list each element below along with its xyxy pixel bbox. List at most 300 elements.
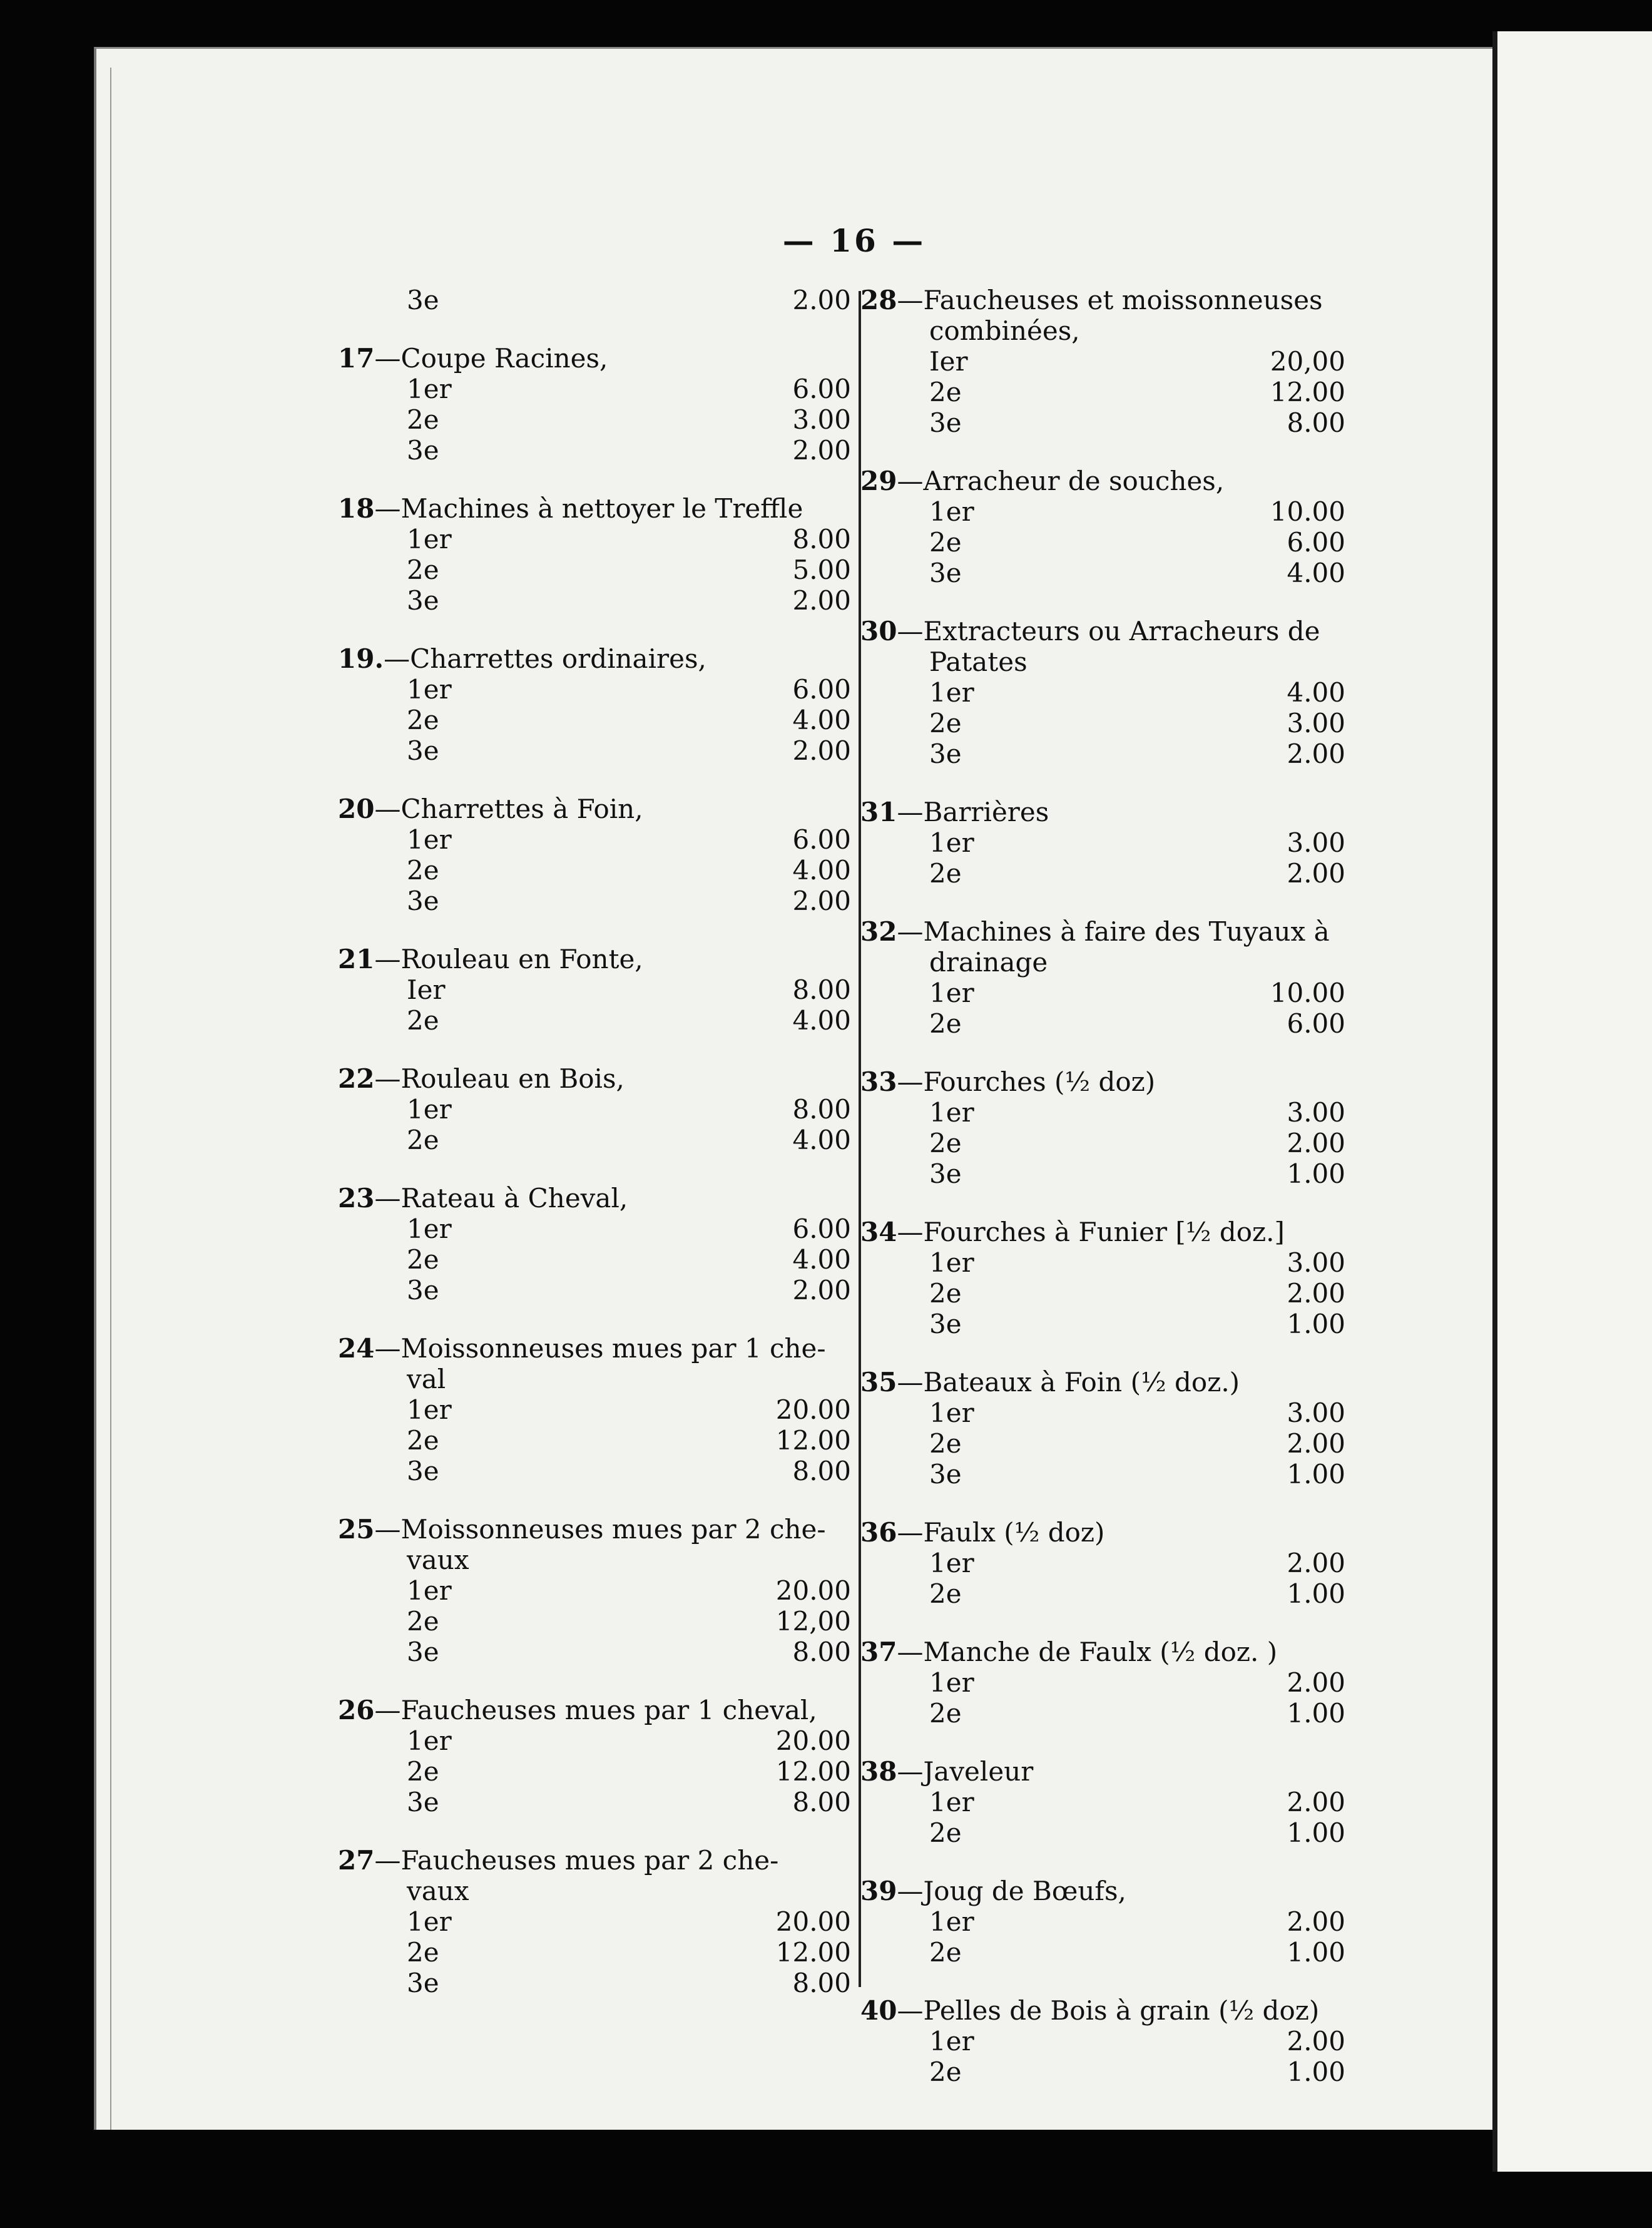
prize-row <box>860 738 1345 769</box>
prize-rank: 2e <box>407 1244 439 1275</box>
prize-rank: 3e <box>407 1637 439 1667</box>
entry-title: Joug de Bœufs, <box>923 1876 1126 1906</box>
prize-rank: 2e <box>407 404 439 435</box>
prize-amount: 2.00 <box>1287 1787 1345 1817</box>
prize-row <box>860 1698 1345 1729</box>
page-number: — 16 — <box>782 222 926 259</box>
entry-dash: — <box>897 1066 924 1097</box>
entry-title-row <box>338 1695 851 1725</box>
prize-rank: 2e <box>929 377 962 407</box>
prize-amount: 4.00 <box>792 705 851 735</box>
prize-rank: 2e <box>407 1005 439 1036</box>
prize-amount: 8.00 <box>792 1637 851 1667</box>
prize-amount: 8.00 <box>792 1968 851 1998</box>
prize-row <box>338 674 851 705</box>
prize-rank: 1er <box>407 1214 452 1244</box>
prize-rank: 3e <box>407 585 439 616</box>
entry-title-row <box>338 343 851 374</box>
prize-entry <box>338 1514 851 1667</box>
entry-dash: — <box>897 1367 924 1398</box>
prize-amount: 2.00 <box>792 285 851 315</box>
prize-rank: 1er <box>929 1398 974 1428</box>
right-entry-list <box>857 285 1345 2087</box>
prize-row <box>338 404 851 435</box>
prize-rank: 1er <box>407 374 452 404</box>
entry-number: 23 <box>338 1183 375 1214</box>
prize-rank: 2e <box>929 708 962 738</box>
prize-row <box>860 1817 1345 1848</box>
prize-rank: 3e <box>929 1309 962 1339</box>
prize-entry <box>857 1756 1345 1848</box>
entry-dash: — <box>374 1514 401 1545</box>
entry-title-row <box>860 1995 1345 2026</box>
prize-rank: 1er <box>407 1094 452 1125</box>
prize-rank: 1er <box>929 496 974 527</box>
prize-amount: 1.00 <box>1287 1817 1345 1848</box>
entry-dash: — <box>374 1063 401 1094</box>
prize-amount: 8.00 <box>792 1094 851 1125</box>
prize-rank: 3e <box>407 735 439 766</box>
prize-row <box>338 1005 851 1036</box>
prize-row <box>860 377 1345 407</box>
prize-amount: 12.00 <box>775 1425 851 1456</box>
prize-entry <box>857 616 1345 769</box>
entry-title: Fourches à Funier [½ doz.] <box>923 1217 1285 1247</box>
carried-over-prize <box>338 285 851 315</box>
prize-amount: 12.00 <box>1270 377 1345 407</box>
prize-row <box>860 1158 1345 1189</box>
prize-rank: 3e <box>407 1968 439 1998</box>
entry-title-continuation: drainage <box>929 947 1048 978</box>
prize-rank: 1er <box>407 1394 452 1425</box>
entry-dash: — <box>374 1695 401 1725</box>
prize-amount: 3.00 <box>1287 827 1345 858</box>
entry-dash: — <box>897 1217 924 1247</box>
entry-title-row <box>860 1756 1345 1787</box>
left-entry-list <box>338 343 851 1998</box>
entry-title: Moissonneuses mues par 1 che- <box>400 1333 826 1364</box>
prize-rank: 2e <box>407 855 439 886</box>
prize-rank: 1er <box>929 978 974 1008</box>
prize-row <box>338 705 851 735</box>
prize-rank: 1er <box>407 1575 452 1606</box>
prize-rank: 3e <box>929 558 962 588</box>
prize-rank: 2e <box>929 1937 962 1968</box>
prize-row <box>338 886 851 916</box>
prize-rank: 2e <box>407 554 439 585</box>
prize-row <box>338 1906 851 1937</box>
prize-amount: 2.00 <box>792 585 851 616</box>
prize-entry <box>338 944 851 1036</box>
entry-title: Rateau à Cheval, <box>400 1183 628 1214</box>
prize-entry <box>338 1183 851 1306</box>
prize-row <box>860 858 1345 889</box>
prize-amount: 4.00 <box>792 1244 851 1275</box>
entry-number: 28 <box>860 285 897 315</box>
entry-dash: — <box>897 466 924 496</box>
prize-entry <box>857 1517 1345 1609</box>
prize-rank: 3e <box>929 738 962 769</box>
entry-title-continuation: vaux <box>407 1545 469 1575</box>
entry-title-row <box>860 1217 1345 1247</box>
entry-number: 22 <box>338 1063 375 1094</box>
entry-number: 39 <box>860 1876 897 1906</box>
prize-entry <box>338 1063 851 1155</box>
prize-row <box>860 527 1345 558</box>
prize-row <box>338 1456 851 1486</box>
prize-amount: 8.00 <box>792 524 851 554</box>
prize-row <box>338 1244 851 1275</box>
prize-rank: 2e <box>407 1756 439 1787</box>
entry-dash: — <box>374 493 401 524</box>
prize-row <box>338 1394 851 1425</box>
prize-rank: 3e <box>929 407 962 438</box>
entry-dash: — <box>384 643 410 674</box>
entry-title: Charrettes ordinaires, <box>410 643 706 674</box>
prize-row <box>338 1125 851 1155</box>
entry-dash: — <box>897 797 924 827</box>
prize-row <box>338 1094 851 1125</box>
prize-amount: 2.00 <box>1287 1667 1345 1698</box>
prize-row <box>338 1214 851 1244</box>
entry-dash: — <box>897 916 924 947</box>
prize-rank: 1er <box>929 1097 974 1128</box>
prize-row <box>338 1787 851 1817</box>
prize-amount: 20,00 <box>1270 346 1345 377</box>
prize-amount: 20.00 <box>775 1575 851 1606</box>
entry-title-continuation: combinées, <box>929 315 1080 346</box>
prize-amount: 4.00 <box>792 1005 851 1036</box>
prize-entry <box>338 493 851 616</box>
prize-amount: 2.00 <box>792 886 851 916</box>
prize-row <box>338 1606 851 1637</box>
entry-title: Faucheuses mues par 2 che- <box>400 1845 779 1876</box>
prize-amount: 2.00 <box>1287 858 1345 889</box>
prize-amount: 6.00 <box>1287 1008 1345 1039</box>
prize-rank: 2e <box>929 1578 962 1609</box>
prize-amount: 8.00 <box>1287 407 1345 438</box>
prize-rank: 2e <box>929 858 962 889</box>
prize-row <box>338 554 851 585</box>
prize-row <box>860 1428 1345 1459</box>
prize-entry <box>857 1995 1345 2087</box>
left-column <box>338 285 851 2026</box>
prize-row <box>860 827 1345 858</box>
prize-amount: 2.00 <box>1287 1548 1345 1578</box>
prize-amount: 4.00 <box>1287 558 1345 588</box>
prize-amount: 20.00 <box>775 1394 851 1425</box>
entry-title-row <box>860 1367 1345 1398</box>
prize-rank: 1er <box>407 1906 452 1937</box>
entry-number: 25 <box>338 1514 375 1545</box>
prize-amount: 12.00 <box>775 1756 851 1787</box>
prize-row <box>860 1787 1345 1817</box>
entry-title-row <box>860 285 1345 315</box>
prize-rank: 3e <box>407 285 439 315</box>
prize-amount: 2.00 <box>1287 1906 1345 1937</box>
prize-amount: 20.00 <box>775 1906 851 1937</box>
prize-amount: 8.00 <box>792 974 851 1005</box>
entry-title-row <box>338 944 851 974</box>
entry-title-continuation: Patates <box>929 646 1027 677</box>
entry-number: 37 <box>860 1637 897 1667</box>
prize-entry <box>857 1637 1345 1729</box>
prize-amount: 12.00 <box>775 1937 851 1968</box>
facing-page-edge <box>1492 31 1652 2172</box>
entry-title: Bateaux à Foin (½ doz.) <box>923 1367 1240 1398</box>
prize-entry <box>857 466 1345 588</box>
prize-amount: 6.00 <box>792 374 851 404</box>
entry-dash: — <box>897 1756 924 1787</box>
entry-title: Manche de Faulx (½ doz. ) <box>923 1637 1278 1667</box>
entry-dash: — <box>897 1995 924 2026</box>
entry-title: Barrières <box>923 797 1049 827</box>
prize-row <box>338 435 851 466</box>
prize-rank: 1er <box>929 1906 974 1937</box>
prize-row <box>860 1937 1345 1968</box>
prize-entry <box>857 285 1345 438</box>
entry-title: Fourches (½ doz) <box>923 1066 1156 1097</box>
prize-row <box>338 1968 851 1998</box>
prize-amount: 12,00 <box>775 1606 851 1637</box>
prize-row <box>860 1097 1345 1128</box>
entry-title-row <box>338 1063 851 1094</box>
prize-amount: 2.00 <box>792 1275 851 1306</box>
prize-entry <box>338 1695 851 1817</box>
prize-amount: 6.00 <box>1287 527 1345 558</box>
prize-amount: 10.00 <box>1270 978 1345 1008</box>
prize-row <box>860 1309 1345 1339</box>
prize-amount: 4.00 <box>792 1125 851 1155</box>
entry-number: 33 <box>860 1066 897 1097</box>
prize-amount: 1.00 <box>1287 1459 1345 1490</box>
entry-number: 26 <box>338 1695 375 1725</box>
prize-entry <box>338 343 851 466</box>
entry-dash: — <box>374 944 401 974</box>
prize-amount: 4.00 <box>1287 677 1345 708</box>
prize-row <box>860 407 1345 438</box>
prize-rank: 2e <box>407 1606 439 1637</box>
prize-rank: 3e <box>407 1787 439 1817</box>
prize-amount: 2.00 <box>1287 1128 1345 1158</box>
entry-title-row <box>860 616 1345 646</box>
prize-rank: 1er <box>407 824 452 855</box>
entry-number: 35 <box>860 1367 897 1398</box>
prize-amount: 8.00 <box>792 1456 851 1486</box>
entry-dash: — <box>374 1333 401 1364</box>
entry-title-row <box>860 797 1345 827</box>
prize-row <box>860 1548 1345 1578</box>
entry-title-continuation: val <box>407 1364 446 1394</box>
prize-amount: 3.00 <box>1287 1097 1345 1128</box>
prize-rank: 2e <box>929 1128 962 1158</box>
entry-title: Charrettes à Foin, <box>400 794 643 824</box>
prize-row <box>338 824 851 855</box>
prize-amount: 3.00 <box>1287 1247 1345 1278</box>
prize-amount: 1.00 <box>1287 1309 1345 1339</box>
prize-amount: 4.00 <box>792 855 851 886</box>
prize-entry <box>338 1845 851 1998</box>
prize-row <box>338 1756 851 1787</box>
prize-rank: 1er <box>929 677 974 708</box>
prize-entry <box>857 1367 1345 1490</box>
prize-rank: Ier <box>929 346 968 377</box>
entry-title-row <box>860 1637 1345 1667</box>
prize-row <box>860 1578 1345 1609</box>
prize-row <box>860 558 1345 588</box>
prize-amount: 6.00 <box>792 824 851 855</box>
prize-amount: 1.00 <box>1287 1158 1345 1189</box>
entry-title: Rouleau en Bois, <box>400 1063 625 1094</box>
prize-row <box>860 1667 1345 1698</box>
prize-entry <box>338 794 851 916</box>
prize-rank: 2e <box>929 2057 962 2087</box>
prize-rank: 1er <box>407 524 452 554</box>
prize-row <box>860 496 1345 527</box>
prize-row <box>860 2057 1345 2087</box>
prize-amount: 1.00 <box>1287 2057 1345 2087</box>
right-column <box>857 285 1345 2115</box>
prize-rank: 3e <box>407 1275 439 1306</box>
prize-row <box>860 1247 1345 1278</box>
entry-number: 32 <box>860 916 897 947</box>
prize-amount: 2.00 <box>1287 2026 1345 2057</box>
prize-row <box>860 1278 1345 1309</box>
prize-amount: 1.00 <box>1287 1937 1345 1968</box>
entry-title-row <box>338 794 851 824</box>
prize-rank: 1er <box>929 1247 974 1278</box>
prize-entry <box>857 1876 1345 1968</box>
entry-dash: — <box>897 285 924 315</box>
entry-title-row <box>338 1845 851 1876</box>
entry-number: 20 <box>338 794 375 824</box>
prize-amount: 2.00 <box>792 435 851 466</box>
prize-row <box>338 374 851 404</box>
prize-row <box>338 735 851 766</box>
entry-title: Javeleur <box>923 1756 1034 1787</box>
prize-row <box>338 585 851 616</box>
prize-rank: 3e <box>407 435 439 466</box>
entry-number: 34 <box>860 1217 897 1247</box>
prize-rank: 1er <box>929 2026 974 2057</box>
prize-amount: 6.00 <box>792 674 851 705</box>
entry-number: 36 <box>860 1517 897 1548</box>
entry-dash: — <box>374 1845 401 1876</box>
prize-rank: 2e <box>929 1278 962 1309</box>
prize-rank: 1er <box>929 1667 974 1698</box>
prize-rank: 3e <box>407 1456 439 1486</box>
prize-entry <box>857 797 1345 889</box>
entry-dash: — <box>374 794 401 824</box>
entry-title: Machines à nettoyer le Treffle <box>400 493 803 524</box>
prize-rank: 2e <box>929 1428 962 1459</box>
entry-number: 38 <box>860 1756 897 1787</box>
prize-row <box>860 2026 1345 2057</box>
entry-title: Extracteurs ou Arracheurs de <box>923 616 1320 646</box>
prize-entry <box>857 916 1345 1039</box>
entry-title: Rouleau en Fonte, <box>400 944 643 974</box>
prize-rank: 2e <box>407 1425 439 1456</box>
entry-dash: — <box>897 1517 924 1548</box>
entry-title-row <box>860 1066 1345 1097</box>
entry-number: 27 <box>338 1845 375 1876</box>
prize-rank: 2e <box>407 1125 439 1155</box>
prize-rank: 1er <box>929 827 974 858</box>
entry-number: 17 <box>338 343 375 374</box>
prize-row <box>860 677 1345 708</box>
entry-title: Faucheuses et moissonneuses <box>923 285 1323 315</box>
prize-rank: 2e <box>407 1937 439 1968</box>
prize-row <box>338 1275 851 1306</box>
prize-row <box>338 1937 851 1968</box>
prize-amount: 2.00 <box>1287 1278 1345 1309</box>
entry-dash: — <box>897 1637 924 1667</box>
prize-rank: 1er <box>407 1725 452 1756</box>
entry-number: 29 <box>860 466 897 496</box>
entry-title-row <box>338 1183 851 1214</box>
prize-row <box>338 1637 851 1667</box>
prize-row <box>338 855 851 886</box>
entry-number: 19. <box>338 643 384 674</box>
prize-amount: 6.00 <box>792 1214 851 1244</box>
entry-dash: — <box>897 616 924 646</box>
prize-entry <box>857 1066 1345 1189</box>
prize-row <box>860 1398 1345 1428</box>
prize-amount: 10.00 <box>1270 496 1345 527</box>
entry-title-row <box>860 1876 1345 1906</box>
prize-amount: 2.00 <box>1287 1428 1345 1459</box>
prize-amount: 20.00 <box>775 1725 851 1756</box>
entry-title: Pelles de Bois à grain (½ doz) <box>923 1995 1320 2026</box>
prize-row <box>338 1725 851 1756</box>
prize-rank: 3e <box>929 1459 962 1490</box>
entry-title-row <box>860 916 1345 947</box>
entry-title: Moissonneuses mues par 2 che- <box>400 1514 826 1545</box>
prize-row <box>338 524 851 554</box>
entry-number: 40 <box>860 1995 897 2026</box>
prize-rank: 2e <box>929 1008 962 1039</box>
prize-rank: Ier <box>407 974 446 1005</box>
entry-number: 30 <box>860 616 897 646</box>
entry-title-row <box>338 1514 851 1545</box>
prize-rank: 1er <box>407 674 452 705</box>
entry-dash: — <box>897 1876 924 1906</box>
prize-amount: 1.00 <box>1287 1698 1345 1729</box>
prize-row <box>860 1459 1345 1490</box>
prize-amount: 3.00 <box>1287 708 1345 738</box>
prize-entry <box>857 1217 1345 1339</box>
entry-dash: — <box>374 1183 401 1214</box>
prize-rank: 1er <box>929 1787 974 1817</box>
entry-title-row <box>338 643 851 674</box>
prize-amount: 2.00 <box>1287 738 1345 769</box>
entry-title: Faulx (½ doz) <box>923 1517 1105 1548</box>
entry-number: 18 <box>338 493 375 524</box>
prize-row <box>338 1575 851 1606</box>
prize-amount: 5.00 <box>792 554 851 585</box>
entry-title: Faucheuses mues par 1 cheval, <box>400 1695 817 1725</box>
entry-title: Arracheur de souches, <box>923 466 1225 496</box>
prize-amount: 1.00 <box>1287 1578 1345 1609</box>
entry-title: Machines à faire des Tuyaux à <box>923 916 1330 947</box>
prize-rank: 2e <box>407 705 439 735</box>
entry-title-row <box>860 466 1345 496</box>
entry-dash: — <box>374 343 401 374</box>
prize-rank: 3e <box>929 1158 962 1189</box>
entry-number: 24 <box>338 1333 375 1364</box>
prize-amount: 8.00 <box>792 1787 851 1817</box>
prize-row <box>338 974 851 1005</box>
